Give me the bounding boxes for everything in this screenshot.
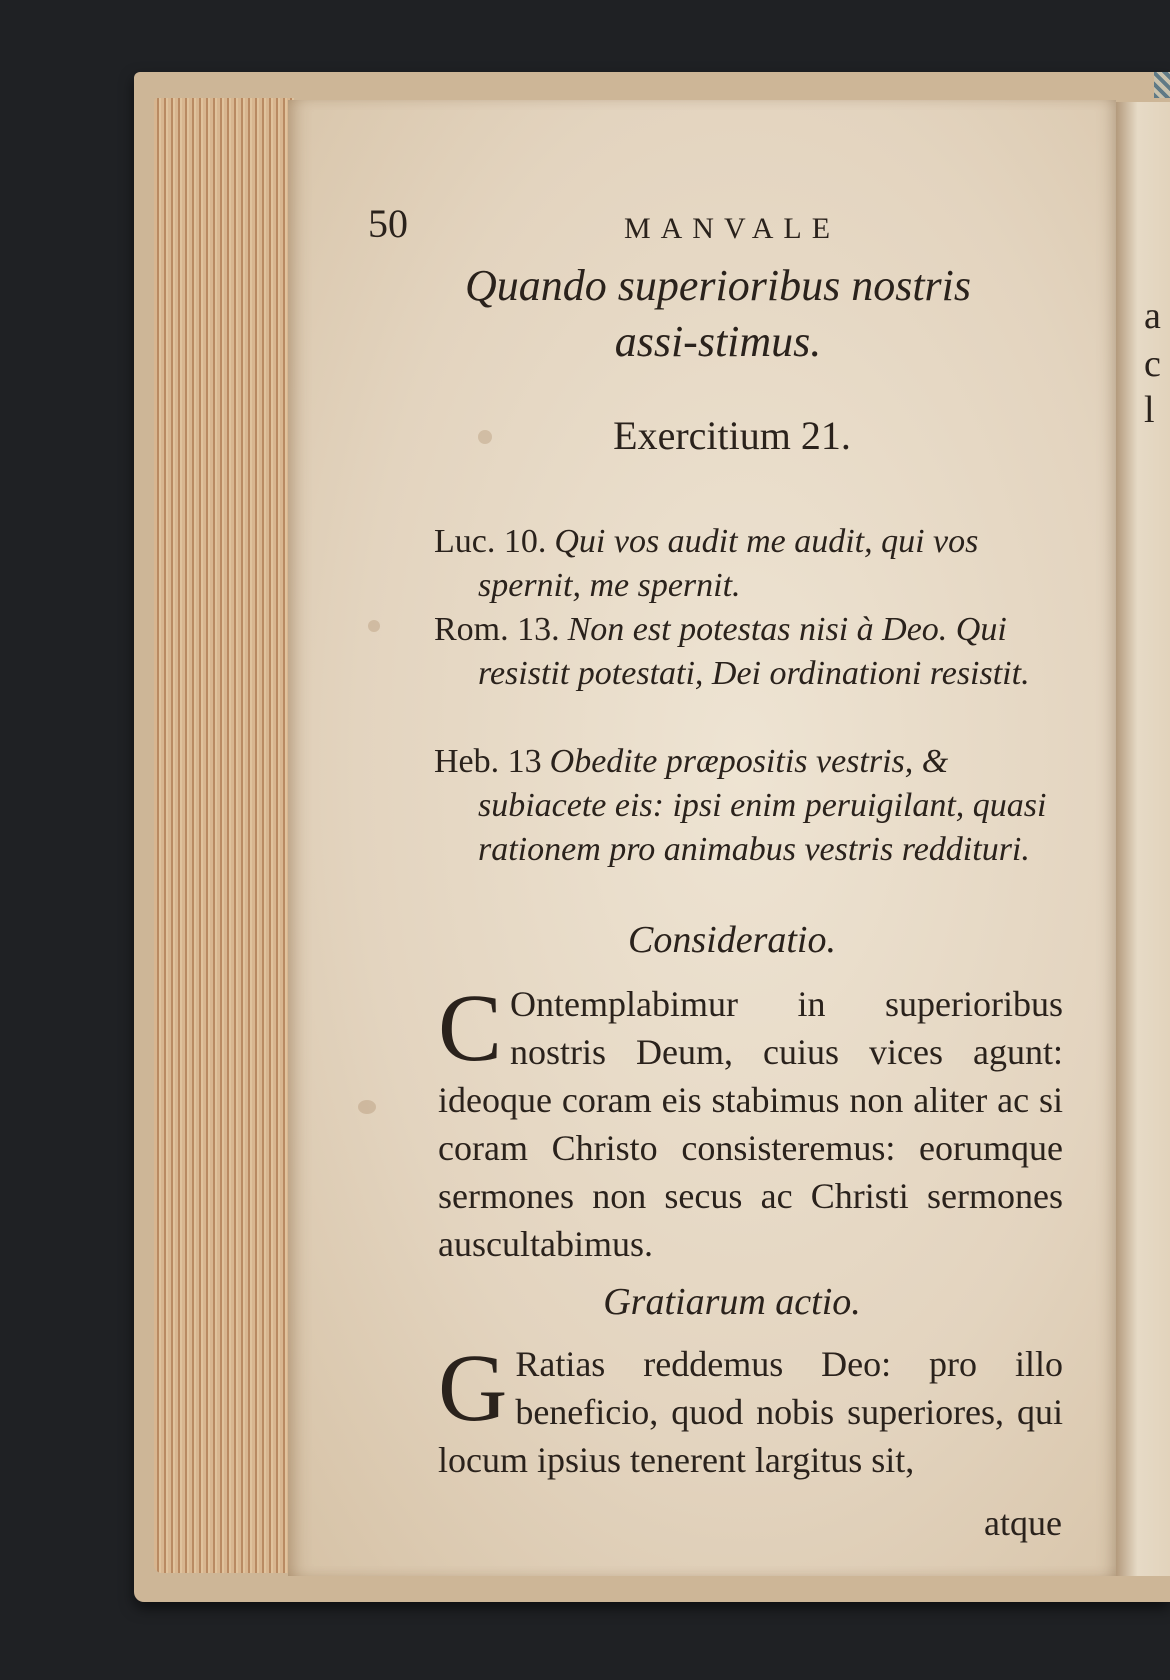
- running-head: MANVALE: [623, 212, 841, 245]
- scripture-text: Qui vos audit me audit, qui vos spernit, me spernit.: [478, 523, 979, 604]
- paragraph-text: Ontemplabimur in superioribus nostris Deum, cuius vices agunt: ideoque coram eis stabimus non aliter ac si coram Christo consisteremus: eorumque sermones non secus ac Christi sermones auscultabimus.: [438, 984, 1063, 1264]
- gratiarum-paragraph: [438, 1334, 1063, 1484]
- consideratio-paragraph: [438, 974, 1063, 1268]
- scripture-ref: Heb. 13: [434, 743, 542, 780]
- section-heading-consideratio: Consideratio.: [628, 919, 836, 961]
- scripture-quote: [434, 608, 1064, 696]
- scripture-ref: Rom. 13.: [434, 611, 560, 648]
- open-book: [134, 72, 1170, 1602]
- left-page: [288, 100, 1116, 1576]
- scripture-quote: [434, 520, 1064, 608]
- headband: [1154, 72, 1170, 98]
- scripture-ref: Luc. 10.: [434, 523, 547, 560]
- page-number: 50: [368, 201, 408, 246]
- page-edges: [154, 98, 294, 1573]
- foxing-spot: [358, 1100, 376, 1114]
- section-heading-gratiarum: Gratiarum actio.: [603, 1281, 861, 1323]
- foxing-spot: [368, 620, 380, 632]
- facing-letter: c: [1144, 343, 1161, 385]
- scripture-quote: [434, 740, 1064, 872]
- facing-letter: l: [1144, 389, 1155, 431]
- scripture-text: Obedite præpositis vestris, & subiacete eis: ipsi enim peruigilant, quasi rationem pro animabus vestris reddituri.: [478, 743, 1047, 868]
- facing-page-edge: [1116, 102, 1170, 1576]
- exercise-number: Exercitium 21.: [613, 413, 851, 458]
- drop-cap: C: [438, 974, 503, 1081]
- catchword: atque: [984, 1503, 1062, 1543]
- facing-letter: a: [1144, 295, 1161, 337]
- paragraph-text: Ratias reddemus Deo: pro illo beneficio, quod nobis superiores, qui locum ipsius tenerent largitus sit,: [438, 1344, 1063, 1480]
- drop-cap: G: [438, 1334, 508, 1441]
- chapter-title: Quando superioribus nostris assi-stimus.: [464, 261, 972, 366]
- scripture-text: Non est potestas nisi à Deo. Qui resistit potestati, Dei ordinationi resistit.: [478, 611, 1030, 692]
